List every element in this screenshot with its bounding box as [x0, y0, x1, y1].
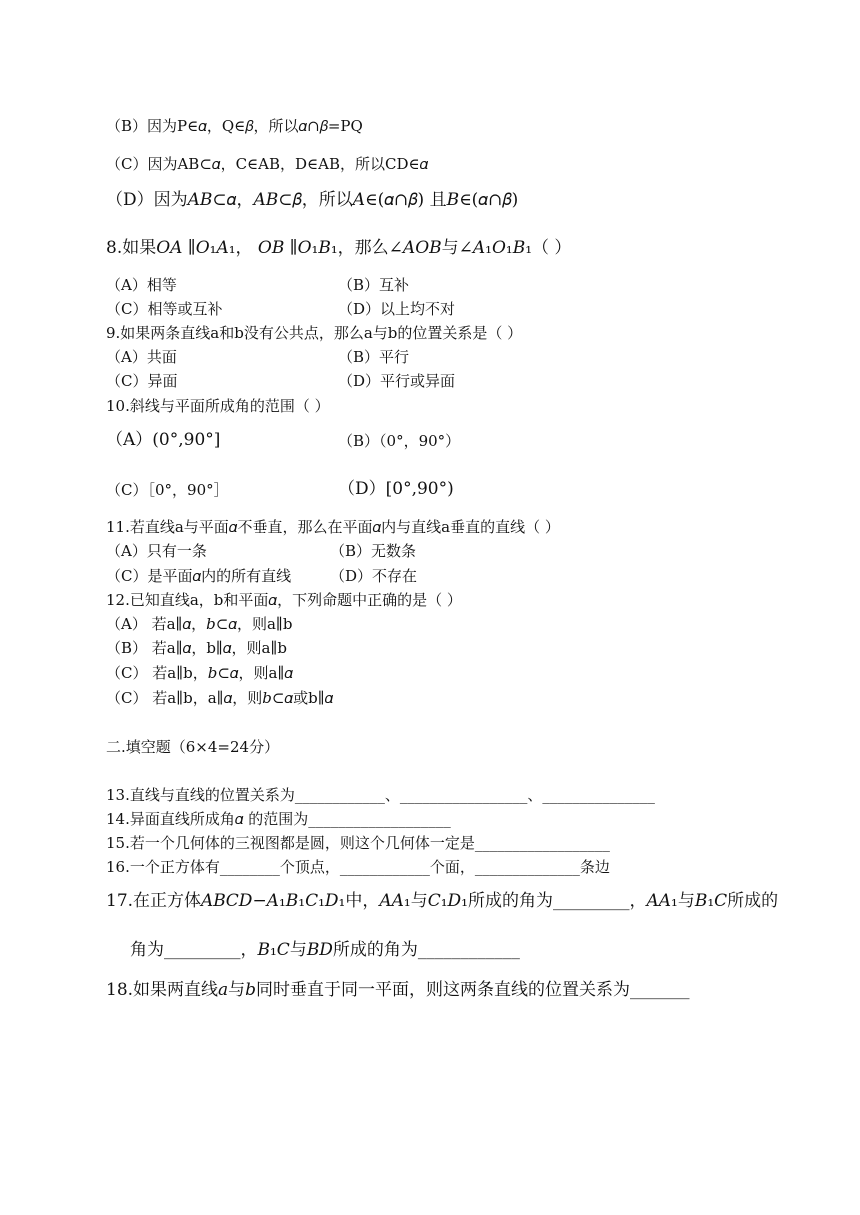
question-14: 14.异面直线所成角𝛼 的范围为___________________	[106, 810, 451, 828]
question-17: 17.在正方体𝐴𝐵𝐶𝐷−𝐴₁𝐵₁𝐶₁𝐷₁中，𝐴𝐴₁与𝐶₁𝐷₁所成的角为_________，𝐴𝐴₁与𝐵₁𝐶所成的	[106, 891, 779, 911]
question-10-option-c: （C）［0°，90°］	[106, 481, 229, 499]
question-8: 8.如果𝑂𝐴 ∥𝑂₁𝐴₁， 𝑂𝐵 ∥𝑂₁𝐵₁，那么∠𝐴𝑂𝐵与∠𝐴₁𝑂₁𝐵₁（ ）	[106, 238, 572, 258]
option-7d: （D）因为𝐴𝐵⊂𝛼，𝐴𝐵⊂𝛽，所以𝐴∈(𝛼∩𝛽) 且𝐵∈(𝛼∩𝛽)	[106, 190, 519, 210]
question-18: 18.如果两直线𝑎与𝑏同时垂直于同一平面，则这两条直线的位置关系为_______	[106, 980, 690, 1000]
question-12: 12.已知直线a，b和平面𝛼，下列命题中正确的是（ ）	[106, 591, 462, 609]
question-8-option-a: （A）相等	[106, 276, 177, 294]
question-12-option-c: （C） 若a∥b，𝑏⊂𝛼，则a∥𝛼	[106, 664, 294, 682]
question-16: 16.一个正方体有________个顶点，____________个面，______________条边	[106, 858, 610, 876]
option-7b: （B）因为P∈𝛼，Q∈𝛽，所以𝛼∩𝛽=PQ	[106, 117, 363, 135]
section-fill-in-title: 二.填空题（6×4=24分）	[106, 738, 280, 756]
question-11: 11.若直线a与平面𝛼不垂直，那么在平面𝛼内与直线a垂直的直线（ ）	[106, 518, 560, 536]
question-8-option-d: （D）以上均不对	[338, 300, 456, 318]
question-11-option-b: （B）无数条	[330, 542, 417, 560]
question-12-option-a: （A） 若a∥𝛼，𝑏⊂𝛼，则a∥b	[106, 615, 293, 633]
question-11-option-a: （A）只有一条	[106, 542, 207, 560]
question-12-option-d: （C） 若a∥b，a∥𝛼，则𝑏⊂𝛼或b∥𝛼	[106, 689, 334, 707]
option-7c: （C）因为AB⊂𝛼，C∈AB，D∈AB，所以CD∈𝛼	[106, 155, 429, 173]
question-10-option-a: （A）(0°,90°]	[106, 430, 221, 450]
question-9: 9.如果两条直线a和b没有公共点，那么a与b的位置关系是（ ）	[106, 324, 523, 342]
question-12-option-b: （B） 若a∥𝛼，b∥𝛼，则a∥b	[106, 639, 288, 657]
question-8-option-c: （C）相等或互补	[106, 300, 223, 318]
question-9-option-a: （A）共面	[106, 348, 177, 366]
question-17-continued: 角为_________，𝐵₁𝐶与𝐵𝐷所成的角为____________	[130, 940, 520, 960]
question-9-option-d: （D）平行或异面	[338, 372, 456, 390]
question-15: 15.若一个几何体的三视图都是圆，则这个几何体一定是__________________	[106, 834, 610, 852]
question-9-option-c: （C）异面	[106, 372, 178, 390]
question-10: 10.斜线与平面所成角的范围（ ）	[106, 397, 330, 415]
question-10-option-b: （B）（0°，90°）	[338, 432, 461, 450]
question-11-option-c: （C）是平面𝛼内的所有直线	[106, 567, 292, 585]
question-11-option-d: （D）不存在	[330, 567, 418, 585]
question-8-option-b: （B）互补	[338, 276, 410, 294]
question-13: 13.直线与直线的位置关系为____________、_________________、_______________	[106, 786, 655, 804]
question-10-option-d: （D）[0°,90°)	[338, 479, 454, 499]
question-9-option-b: （B）平行	[338, 348, 410, 366]
